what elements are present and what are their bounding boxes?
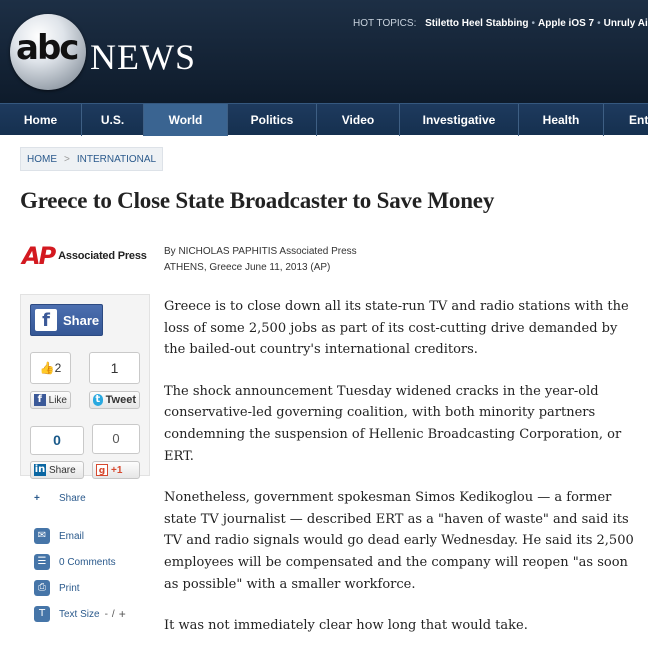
facebook-like-button[interactable] — [30, 391, 71, 409]
tweet-button[interactable] — [89, 391, 140, 409]
facebook-icon: f — [35, 309, 57, 331]
like-count: 2 — [54, 361, 62, 375]
linkedin-share-label: Share — [49, 464, 76, 476]
share-more-link[interactable] — [20, 488, 150, 508]
nav-item-video[interactable]: Video — [341, 113, 375, 127]
text-size-label: Text Size — [59, 608, 100, 620]
article-body — [164, 296, 634, 657]
gplus-count: 0 — [112, 431, 120, 446]
text-size-separator: / — [111, 608, 115, 620]
hot-topics-label: HOT TOPICS: — [353, 18, 417, 29]
article-paragraph: It was not immediately clear how long that would take. — [164, 618, 528, 634]
tweet-label: Tweet — [105, 394, 136, 406]
facebook-icon: f — [34, 394, 46, 406]
text-size-increase-button[interactable]: + — [118, 607, 126, 621]
hot-topic-link[interactable]: Unruly Air P — [603, 18, 662, 29]
facebook-share-button[interactable] — [30, 304, 103, 336]
ap-logo-text: Associated Press — [58, 250, 147, 262]
main-nav — [0, 103, 648, 135]
associated-press-logo[interactable] — [22, 241, 147, 271]
print-icon: ⎙ — [34, 580, 50, 596]
text-size-control — [20, 604, 150, 624]
byline-dateline: ATHENS, Greece June 11, 2013 (AP) — [164, 262, 331, 273]
plus-icon: + — [34, 492, 40, 504]
share-more-label: Share — [59, 492, 86, 504]
breadcrumb-home-link[interactable]: HOME — [27, 153, 57, 165]
article-paragraph: Greece is to close down all its state-run TV and radio stations with the loss of some 2,500 jobs as part of its cost-cutting drive demanded by the bailed-out country's international creditors. — [164, 299, 629, 358]
like-count-box — [30, 352, 71, 384]
social-share-panel — [20, 294, 150, 476]
nav-item-investigative[interactable]: Investigative — [422, 113, 496, 127]
hot-topics-bar — [353, 18, 661, 29]
gplus-count-box — [92, 424, 140, 454]
logo-abc-text: abc — [16, 28, 78, 68]
print-link[interactable] — [20, 578, 150, 598]
text-size-icon: T — [34, 606, 50, 622]
facebook-share-label: Share — [63, 312, 100, 328]
linkedin-share-button[interactable] — [30, 461, 84, 479]
like-label: Like — [48, 394, 67, 406]
logo-news-text: NEWS — [90, 37, 196, 77]
hot-topic-separator: • — [531, 18, 535, 29]
nav-item-world[interactable]: World — [144, 104, 227, 136]
byline-author: By NICHOLAS PAPHITIS Associated Press — [164, 246, 357, 257]
ap-logo-mark: AP — [22, 242, 55, 270]
tweet-count: 1 — [110, 360, 119, 376]
hot-topic-separator: • — [597, 18, 601, 29]
article-title: Greece to Close State Broadcaster to Save Money — [20, 188, 495, 213]
abc-news-logo[interactable] — [10, 14, 196, 90]
twitter-bird-icon: t — [93, 394, 103, 406]
linkedin-count: 0 — [53, 432, 61, 448]
nav-item-home[interactable]: Home — [23, 113, 58, 127]
hot-topic-link[interactable]: Stiletto Heel Stabbing — [425, 18, 529, 29]
breadcrumb — [20, 147, 163, 171]
comments-link[interactable] — [20, 552, 150, 572]
nav-item-politics[interactable]: Politics — [250, 113, 294, 127]
article-paragraph: The shock announcement Tuesday widened cracks in the year-old conservative-led governing coalition, with both minority partners condemning the suspension of Hellenic Broadcasting Corporation, or ERT. — [164, 383, 622, 464]
tweet-count-box — [89, 352, 140, 384]
linkedin-count-box — [30, 426, 84, 455]
comments-label: 0 Comments — [59, 556, 116, 568]
article-byline — [164, 244, 357, 276]
article-paragraph: Nonetheless, government spokesman Simos Kedikoglou — a former state TV journalist — described ERT as a "haven of waste" and said its TV and radio signals would go dead early Wednesday. He said its 2,500 employees will be compensated and the company will reopen "as soon as possible" with a smaller workforce. — [164, 490, 634, 592]
print-label: Print — [59, 582, 80, 594]
gplus-label: +1 — [111, 464, 123, 476]
nav-item-us[interactable]: U.S. — [100, 113, 125, 127]
google-plus-icon: g — [96, 464, 108, 476]
email-icon: ✉ — [34, 528, 50, 544]
thumbs-up-icon: 👍 — [39, 361, 55, 375]
gplus-button[interactable] — [92, 461, 140, 479]
email-link[interactable] — [20, 526, 150, 546]
site-header — [0, 0, 662, 103]
comments-icon: ☰ — [34, 554, 50, 570]
hot-topic-link[interactable]: Apple iOS 7 — [538, 18, 595, 29]
nav-item-entertainment[interactable]: Ent — [629, 113, 649, 127]
nav-item-health[interactable]: Health — [542, 113, 580, 127]
breadcrumb-international-link[interactable]: INTERNATIONAL — [76, 153, 157, 165]
breadcrumb-chevron-icon: > — [64, 153, 70, 165]
text-size-decrease-button[interactable]: - — [104, 608, 108, 620]
linkedin-icon: in — [34, 464, 46, 475]
email-label: Email — [59, 530, 85, 542]
